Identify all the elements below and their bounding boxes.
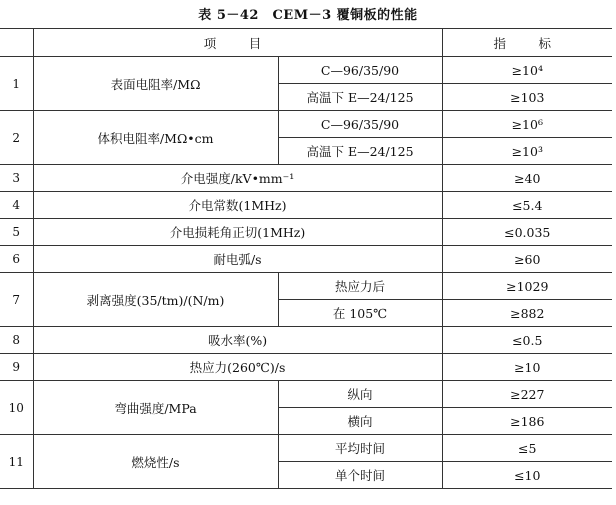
value-cell: ≥10⁴ xyxy=(442,57,612,84)
property-name: 表面电阻率/MΩ xyxy=(33,57,278,111)
value-cell: ≥10⁶ xyxy=(442,111,612,138)
value-cell: ≥227 xyxy=(442,381,612,408)
value-cell: ≤0.5 xyxy=(442,327,612,354)
header-number xyxy=(0,29,33,57)
table-row xyxy=(0,435,612,462)
property-name: 介电损耗角正切(1MHz) xyxy=(33,219,442,246)
row-number: 6 xyxy=(0,246,33,273)
value-cell: ≥60 xyxy=(442,246,612,273)
condition-cell: 高温下 E—24/125 xyxy=(278,138,442,165)
table-row xyxy=(0,354,612,381)
property-name: 热应力(260℃)/s xyxy=(33,354,442,381)
table-row xyxy=(0,273,612,300)
property-name: 耐电弧/s xyxy=(33,246,442,273)
property-name: 体积电阻率/MΩ•cm xyxy=(33,111,278,165)
header-spec: 指 标 xyxy=(442,29,612,57)
property-name: 弯曲强度/MPa xyxy=(33,381,278,435)
property-name: 吸水率(%) xyxy=(33,327,442,354)
value-cell: ≤0.035 xyxy=(442,219,612,246)
value-cell: ≤5.4 xyxy=(442,192,612,219)
value-cell: ≥10 xyxy=(442,354,612,381)
header-item: 项 目 xyxy=(33,29,442,57)
table-row xyxy=(0,327,612,354)
table-row xyxy=(0,57,612,84)
table-header-row xyxy=(0,29,612,57)
table-row xyxy=(0,111,612,138)
property-name: 燃烧性/s xyxy=(33,435,278,489)
row-number: 7 xyxy=(0,273,33,327)
row-number: 11 xyxy=(0,435,33,489)
row-number: 8 xyxy=(0,327,33,354)
table-row xyxy=(0,219,612,246)
value-cell: ≥882 xyxy=(442,300,612,327)
condition-cell: 横向 xyxy=(278,408,442,435)
table-row xyxy=(0,165,612,192)
condition-cell: C—96/35/90 xyxy=(278,111,442,138)
row-number: 10 xyxy=(0,381,33,435)
table-row xyxy=(0,381,612,408)
condition-cell: 高温下 E—24/125 xyxy=(278,84,442,111)
row-number: 9 xyxy=(0,354,33,381)
condition-cell: 单个时间 xyxy=(278,462,442,489)
table-row xyxy=(0,246,612,273)
condition-cell: 纵向 xyxy=(278,381,442,408)
value-cell: ≥1029 xyxy=(442,273,612,300)
row-number: 3 xyxy=(0,165,33,192)
value-cell: ≤10 xyxy=(442,462,612,489)
condition-cell: C—96/35/90 xyxy=(278,57,442,84)
row-number: 5 xyxy=(0,219,33,246)
value-cell: ≤5 xyxy=(442,435,612,462)
value-cell: ≥10³ xyxy=(442,138,612,165)
property-name: 剥离强度(35/tm)/(N/m) xyxy=(33,273,278,327)
condition-cell: 平均时间 xyxy=(278,435,442,462)
row-number: 4 xyxy=(0,192,33,219)
value-cell: ≥186 xyxy=(442,408,612,435)
condition-cell: 热应力后 xyxy=(278,273,442,300)
table-row xyxy=(0,192,612,219)
value-cell: ≥40 xyxy=(442,165,612,192)
table-caption: 表 5－42 CEM－3 覆铜板的性能 xyxy=(198,8,418,23)
value-cell: ≥103 xyxy=(442,84,612,111)
row-number: 1 xyxy=(0,57,33,111)
properties-table xyxy=(0,28,612,489)
property-name: 介电强度/kV•mm⁻¹ xyxy=(33,165,442,192)
property-name: 介电常数(1MHz) xyxy=(33,192,442,219)
row-number: 2 xyxy=(0,111,33,165)
condition-cell: 在 105℃ xyxy=(278,300,442,327)
